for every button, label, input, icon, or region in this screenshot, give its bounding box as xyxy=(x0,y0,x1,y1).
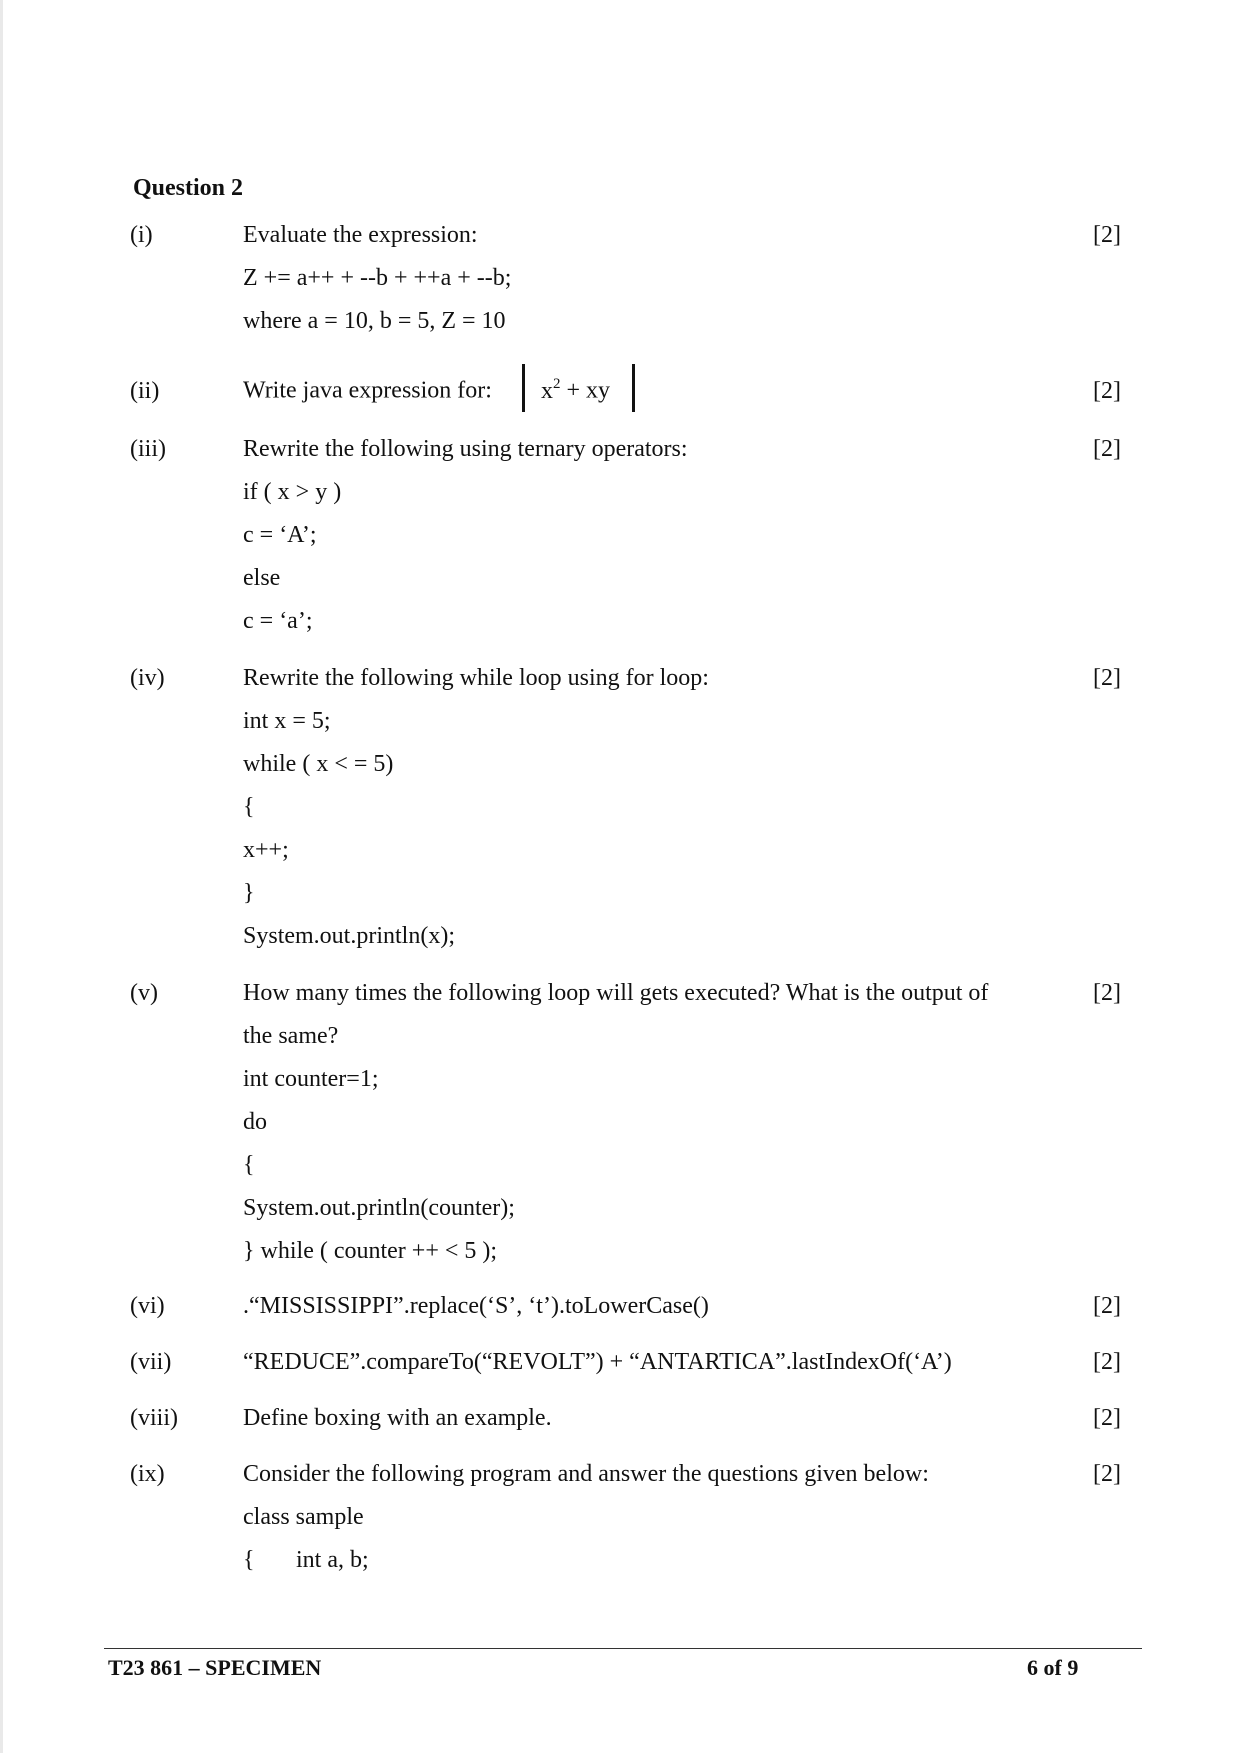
item-marks: [2] xyxy=(1093,1349,1121,1375)
item-marks: [2] xyxy=(1093,222,1121,248)
item-text: do xyxy=(243,1109,267,1135)
item-text: x++; xyxy=(243,837,289,863)
item-number: (i) xyxy=(130,222,153,248)
item-text: { xyxy=(243,1152,255,1178)
item-text: { xyxy=(243,794,255,820)
item-text: Z += a++ + --b + ++a + --b; xyxy=(243,265,512,291)
item-text: .“MISSISSIPPI”.replace(‘S’, ‘t’).toLowerCase() xyxy=(243,1293,709,1319)
item-marks: [2] xyxy=(1093,436,1121,462)
item-text: else xyxy=(243,565,281,591)
item-number: (viii) xyxy=(130,1405,178,1431)
item-marks: [2] xyxy=(1093,1461,1121,1487)
item-text: Rewrite the following using ternary operators: xyxy=(243,436,688,462)
item-lead-text: Write java expression for: xyxy=(243,377,492,404)
item-number: (iv) xyxy=(130,665,165,691)
item-text: c = ‘A’; xyxy=(243,522,317,548)
footer-rule xyxy=(104,1648,1142,1649)
item-text: Rewrite the following while loop using for loop: xyxy=(243,665,709,691)
item-number: (iii) xyxy=(130,436,166,462)
item-number: (ix) xyxy=(130,1461,165,1487)
page-edge-shadow xyxy=(0,0,3,1753)
item-number: (v) xyxy=(130,980,158,1006)
item-text xyxy=(243,368,635,416)
abs-bar-left xyxy=(522,364,525,412)
item-marks: [2] xyxy=(1093,1405,1121,1431)
item-text: Evaluate the expression: xyxy=(243,222,478,248)
item-text: int x = 5; xyxy=(243,708,331,734)
item-text: How many times the following loop will gets executed? What is the output of xyxy=(243,980,989,1006)
expr-rest: + xy xyxy=(560,377,610,404)
item-text: int counter=1; xyxy=(243,1066,379,1092)
item-text: where a = 10, b = 5, Z = 10 xyxy=(243,308,506,334)
item-text: } xyxy=(243,880,255,906)
expr-superscript: 2 xyxy=(552,375,561,392)
item-text: { xyxy=(243,1547,255,1573)
question-title: Question 2 xyxy=(133,175,244,201)
item-text: “REDUCE”.compareTo(“REVOLT”) + “ANTARTICA”.lastIndexOf(‘A’) xyxy=(243,1349,952,1375)
item-text: if ( x > y ) xyxy=(243,479,342,505)
item-text: the same? xyxy=(243,1023,339,1049)
item-number: (vi) xyxy=(130,1293,165,1319)
item-text: Consider the following program and answer the questions given below: xyxy=(243,1461,929,1487)
item-text: while ( x < = 5) xyxy=(243,751,394,777)
item-marks: [2] xyxy=(1093,980,1121,1006)
item-text: class sample xyxy=(243,1504,364,1530)
item-marks: [2] xyxy=(1093,1293,1121,1319)
item-text: System.out.println(x); xyxy=(243,923,455,949)
item-text: Define boxing with an example. xyxy=(243,1405,552,1431)
item-text: int a, b; xyxy=(296,1547,369,1573)
item-text: c = ‘a’; xyxy=(243,608,313,634)
footer-page-number: 6 of 9 xyxy=(1027,1655,1079,1680)
expr-base: x xyxy=(540,377,553,404)
item-text: System.out.println(counter); xyxy=(243,1195,515,1221)
abs-bar-right xyxy=(632,364,635,412)
footer-paper-code: T23 861 – SPECIMEN xyxy=(108,1655,322,1680)
item-number: (ii) xyxy=(130,378,160,404)
item-number: (vii) xyxy=(130,1349,172,1375)
item-text: } while ( counter ++ < 5 ); xyxy=(243,1238,498,1264)
item-marks: [2] xyxy=(1093,665,1121,691)
item-marks: [2] xyxy=(1093,378,1121,404)
